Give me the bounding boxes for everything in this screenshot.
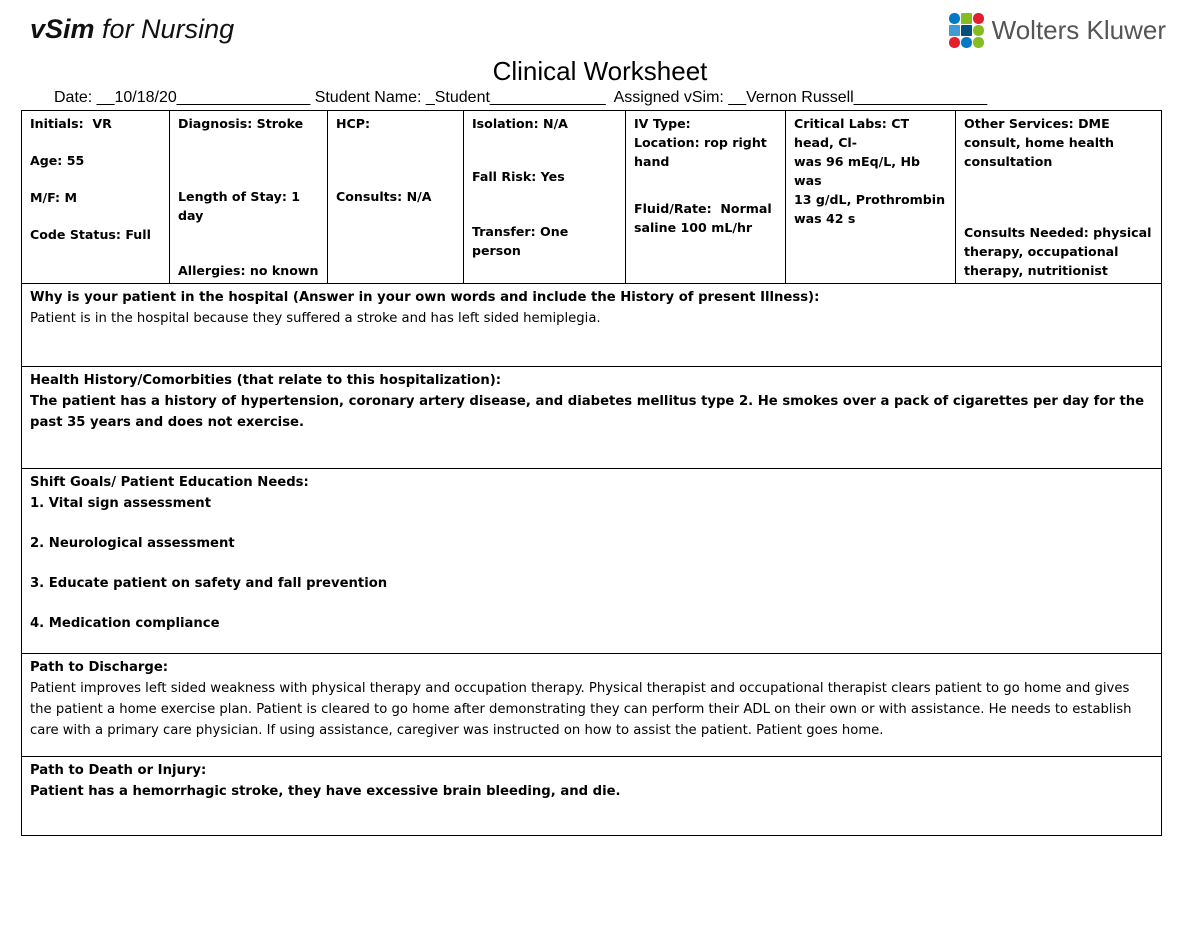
length-of-stay: Length of Stay: 1 day — [178, 189, 305, 223]
logo-tile — [961, 25, 972, 36]
path-to-death-text: Patient has a hemorrhagic stroke, they have excessive brain bleeding, and die. — [30, 784, 621, 799]
transfer: Transfer: One person — [472, 224, 573, 258]
student-info-line: Date: __10/18/20_______________ Student Name: _Student_____________ Assigned vSim: __Vernon Russell_______________ — [54, 89, 988, 106]
health-history-cell — [22, 367, 1162, 469]
shift-goal-item: 3. Educate patient on safety and fall prevention — [30, 576, 388, 591]
critical-labs-line3: 13 g/dL, Prothrombin — [794, 192, 946, 207]
logo-tile — [973, 37, 984, 48]
path-to-death-heading: Path to Death or Injury: — [30, 763, 207, 778]
vsim-logo — [30, 14, 234, 45]
logo-tile — [949, 25, 960, 36]
logo-tile — [961, 13, 972, 24]
shift-goal-item: 2. Neurological assessment — [30, 536, 235, 551]
iv-type: IV Type: — [634, 116, 691, 131]
fluid-rate-cont: saline 100 mL/hr — [634, 220, 753, 235]
consults-needed-line2: therapy, occupational — [964, 244, 1119, 259]
isolation: Isolation: N/A — [472, 116, 568, 131]
consults: Consults: N/A — [336, 189, 432, 204]
path-to-discharge-cell — [22, 654, 1162, 757]
isolation-cell — [464, 111, 626, 284]
logo-tile — [949, 13, 960, 24]
iv-location: Location: rop right — [634, 135, 767, 150]
why-in-hospital-row — [22, 284, 1162, 367]
health-history-row — [22, 367, 1162, 469]
code-status: Code Status: Full — [30, 227, 151, 242]
allergies: Allergies: no known — [178, 263, 319, 278]
initials: Initials: VR — [30, 116, 112, 131]
hcp: HCP: — [336, 116, 371, 131]
path-to-discharge-heading: Path to Discharge: — [30, 660, 169, 675]
other-services-line2: consult, home health — [964, 135, 1115, 150]
patient-demographics-cell — [22, 111, 170, 284]
critical-labs-cell — [786, 111, 956, 284]
path-to-discharge-row — [22, 654, 1162, 757]
health-history-text: The patient has a history of hypertension, coronary artery disease, and diabetes mellitus type 2. He smokes over a pack of cigarettes per day for the past 35 years and does not exercise. — [30, 394, 1145, 430]
age: Age: 55 — [30, 153, 85, 168]
iv-cell — [626, 111, 786, 284]
clinical-worksheet-table — [21, 110, 1162, 836]
path-to-discharge-text: Patient improves left sided weakness with physical therapy and occupation therapy. Physical therapist and occupational therapist clears patient to go home and gives the patient a home exercise plan. Patient is cleared to go home after demonstrating they can perform their ADL on their own or with assistance. He needs to establish care with a primary care physician. If using assistance, caregiver was instructed on how to assist the patient. Patient goes home. — [30, 681, 1132, 738]
health-history-heading: Health History/Comorbities (that relate to this hospitalization): — [30, 373, 502, 388]
fluid-rate: Fluid/Rate: Normal — [634, 201, 772, 216]
critical-labs-line2: was 96 mEq/L, Hb was — [794, 154, 925, 188]
why-in-hospital-cell — [22, 284, 1162, 367]
fall-risk: Fall Risk: Yes — [472, 169, 565, 184]
wolters-kluwer-logo — [948, 12, 1166, 48]
logo-tile — [973, 13, 984, 24]
other-services-cell — [956, 111, 1162, 284]
diagnosis-cell — [170, 111, 328, 284]
path-to-death-cell — [22, 757, 1162, 836]
consults-needed-line3: therapy, nutritionist — [964, 263, 1108, 278]
iv-location-cont: hand — [634, 154, 670, 169]
why-in-hospital-text: Patient is in the hospital because they suffered a stroke and has left sided hemiplegia. — [30, 311, 601, 326]
critical-labs-line4: was 42 s — [794, 211, 856, 226]
vsim-logo-text: for Nursing — [94, 14, 235, 44]
critical-labs-line1: Critical Labs: CT head, Cl- — [794, 116, 914, 150]
diagnosis: Diagnosis: Stroke — [178, 116, 304, 131]
other-services-line3: consultation — [964, 154, 1053, 169]
why-in-hospital-heading: Why is your patient in the hospital (Answer in your own words and include the History of present Illness): — [30, 290, 820, 305]
path-to-death-row — [22, 757, 1162, 836]
shift-goal-item: 4. Medication compliance — [30, 616, 220, 631]
page-title: Clinical Worksheet — [492, 56, 708, 86]
logo-tile — [949, 37, 960, 48]
shift-goals-heading: Shift Goals/ Patient Education Needs: — [30, 475, 309, 490]
hcp-cell — [328, 111, 464, 284]
vsim-logo-mark: vSim — [30, 14, 95, 44]
logo-tile — [961, 37, 972, 48]
consults-needed-line1: Consults Needed: physical — [964, 225, 1152, 240]
logo-tile — [973, 25, 984, 36]
wolters-kluwer-text: Wolters Kluwer — [991, 14, 1166, 45]
shift-goals-row — [22, 469, 1162, 654]
wolters-kluwer-icon — [948, 12, 984, 48]
shift-goals-cell — [22, 469, 1162, 654]
patient-summary-row — [22, 111, 1162, 284]
shift-goal-item: 1. Vital sign assessment — [30, 496, 211, 511]
other-services-line1: Other Services: DME — [964, 116, 1110, 131]
sex: M/F: M — [30, 190, 77, 205]
